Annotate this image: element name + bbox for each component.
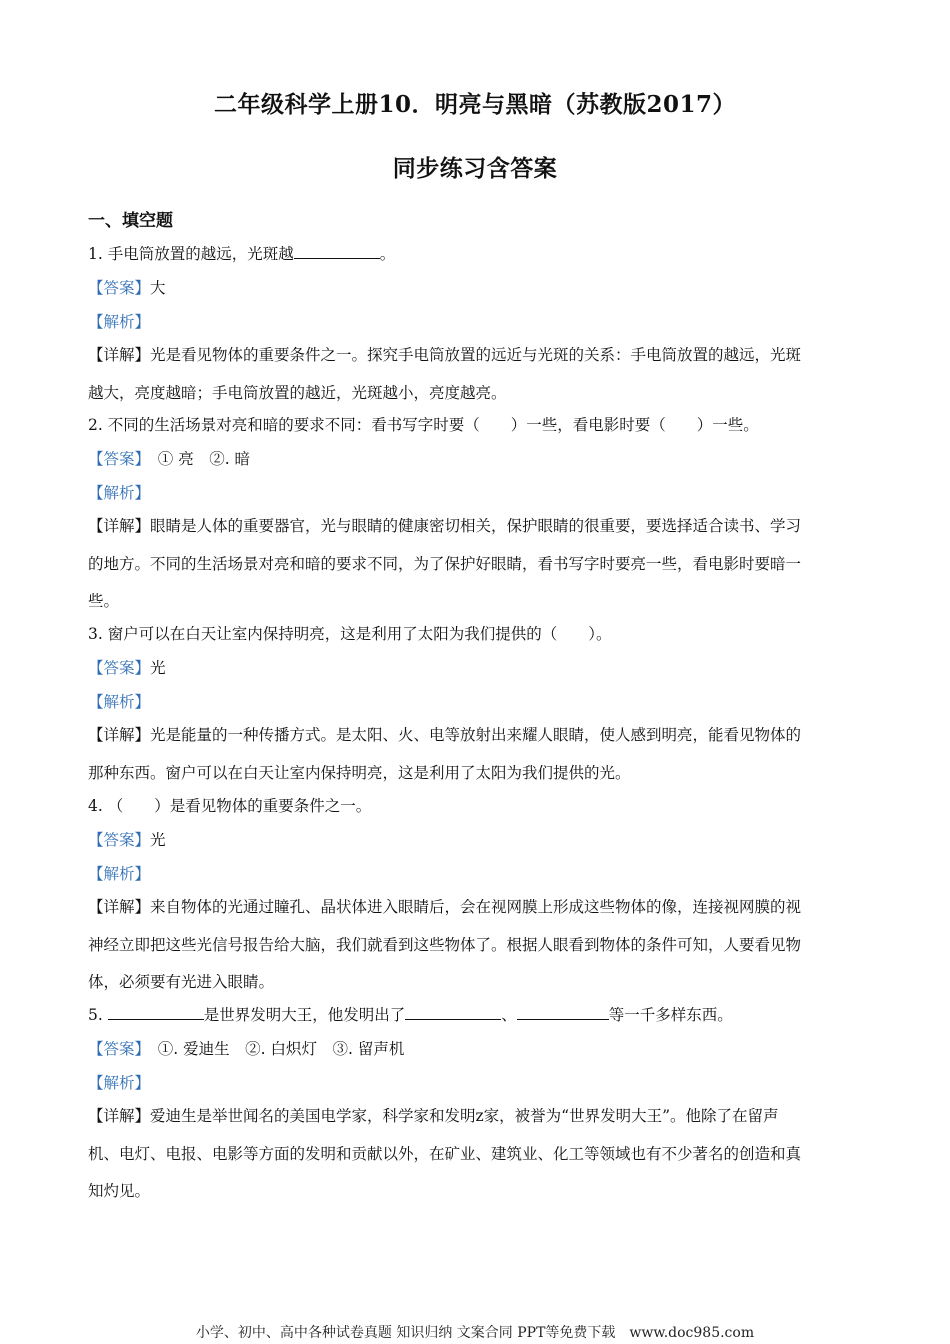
question-5-text-1: 是世界发明大王，他发明出了 [203, 1006, 406, 1024]
document-subtitle: 同步练习含答案 [392, 155, 558, 182]
question-1-end: 。 [379, 245, 396, 263]
analysis-row-4 [88, 862, 863, 884]
analysis-row-3 [88, 690, 863, 712]
answer-label: 【答案】 [88, 1040, 143, 1058]
question-5-text-2: 、 [501, 1006, 517, 1024]
answer-row-2 [88, 447, 863, 469]
detail-label: 【详解】 [88, 898, 151, 916]
answer-row-5 [88, 1037, 863, 1059]
detail-2-line-1 [88, 514, 863, 536]
analysis-row-2 [88, 481, 863, 503]
detail-5-line-3: 知灼见。 [88, 1182, 151, 1200]
question-5-number: 5. [88, 1006, 108, 1024]
detail-5-line-1 [88, 1104, 863, 1126]
answer-4: 光 [150, 831, 166, 849]
detail-2-line-2: 的地方。不同的生活场景对亮和暗的要求不同，为了保护好眼睛，看书写字时要亮一些，看电影时要暗一 [88, 555, 802, 573]
detail-4-line-1 [88, 895, 863, 917]
answer-label: 【答案】 [88, 659, 151, 677]
analysis-row-1 [88, 310, 863, 332]
analysis-label: 【解析】 [88, 865, 151, 883]
detail-3-line-1 [88, 723, 863, 745]
answer-label: 【答案】 [88, 450, 143, 468]
section-heading: 一、填空题 [88, 211, 173, 231]
detail-1-line-1 [88, 343, 863, 365]
detail-label: 【详解】 [88, 726, 151, 744]
answer-1: 大 [150, 279, 166, 297]
answer-blank [405, 1005, 501, 1020]
answer-row-4 [88, 828, 863, 850]
detail-2-text-1: 眼睛是人体的重要器官，光与眼睛的健康密切相关，保护眼睛的很重要，要选择适合读书、学习 [150, 517, 802, 535]
detail-label: 【详解】 [88, 346, 151, 364]
detail-4-text-1: 来自物体的光通过瞳孔、晶状体进入眼睛后，会在视网膜上形成这些物体的像，连接视网膜的视 [150, 898, 802, 916]
question-1-text: 1. 手电筒放置的越远，光斑越 [88, 245, 294, 263]
detail-5-text-1: 爱迪生是举世闻名的美国电学家，科学家和发明z家，被誉为“世界发明大王”。他除了在留声 [150, 1107, 779, 1125]
answer-5: ①. 爱迪生 ②. 白炽灯 ③. 留声机 [142, 1040, 405, 1058]
answer-label: 【答案】 [88, 279, 151, 297]
question-1 [88, 242, 863, 264]
answer-blank [108, 1005, 204, 1020]
detail-2-line-3: 些。 [88, 592, 120, 610]
answer-blank [517, 1005, 609, 1020]
analysis-label: 【解析】 [88, 484, 151, 502]
answer-3: 光 [150, 659, 166, 677]
detail-label: 【详解】 [88, 1107, 151, 1125]
document-title: 二年级科学上册10．明亮与黑暗（苏教版2017） [213, 91, 737, 118]
analysis-label: 【解析】 [88, 693, 151, 711]
answer-2: ① 亮 ②. 暗 [142, 450, 251, 468]
answer-label: 【答案】 [88, 831, 151, 849]
question-4: 4. （ ）是看见物体的重要条件之一。 [88, 797, 372, 815]
answer-row-3 [88, 656, 863, 678]
answer-row-1 [88, 276, 863, 298]
detail-3-text-1: 光是能量的一种传播方式。是太阳、火、电等放射出来耀人眼睛，使人感到明亮，能看见物体的 [150, 726, 802, 744]
detail-1-text-1: 光是看见物体的重要条件之一。探究手电筒放置的远近与光斑的关系：手电筒放置的越远，光斑 [150, 346, 802, 364]
page-footer: 小学、初中、高中各种试卷真题 知识归纳 文案合同 PPT等免费下载 www.doc985.com [195, 1325, 755, 1341]
analysis-label: 【解析】 [88, 313, 151, 331]
analysis-row-5 [88, 1071, 863, 1093]
question-5 [88, 1003, 863, 1025]
detail-4-line-2: 神经立即把这些光信号报告给大脑，我们就看到这些物体了。根据人眼看到物体的条件可知，人要看见物 [88, 936, 802, 954]
question-5-text-3: 等一千多样东西。 [608, 1006, 733, 1024]
detail-5-line-2: 机、电灯、电报、电影等方面的发明和贡献以外，在矿业、建筑业、化工等领域也有不少著名的创造和真 [88, 1145, 802, 1163]
detail-4-line-3: 体，必须要有光进入眼睛。 [88, 973, 275, 991]
analysis-label: 【解析】 [88, 1074, 151, 1092]
question-2: 2. 不同的生活场景对亮和暗的要求不同：看书写字时要（ ）一些，看电影时要（ ）一些。 [88, 416, 759, 434]
detail-label: 【详解】 [88, 517, 151, 535]
answer-blank [294, 244, 380, 259]
detail-1-line-2: 越大，亮度越暗；手电筒放置的越近，光斑越小，亮度越亮。 [88, 384, 507, 402]
detail-3-line-2: 那种东西。窗户可以在白天让室内保持明亮，这是利用了太阳为我们提供的光。 [88, 764, 631, 782]
question-3: 3. 窗户可以在白天让室内保持明亮，这是利用了太阳为我们提供的（ ）。 [88, 625, 612, 643]
